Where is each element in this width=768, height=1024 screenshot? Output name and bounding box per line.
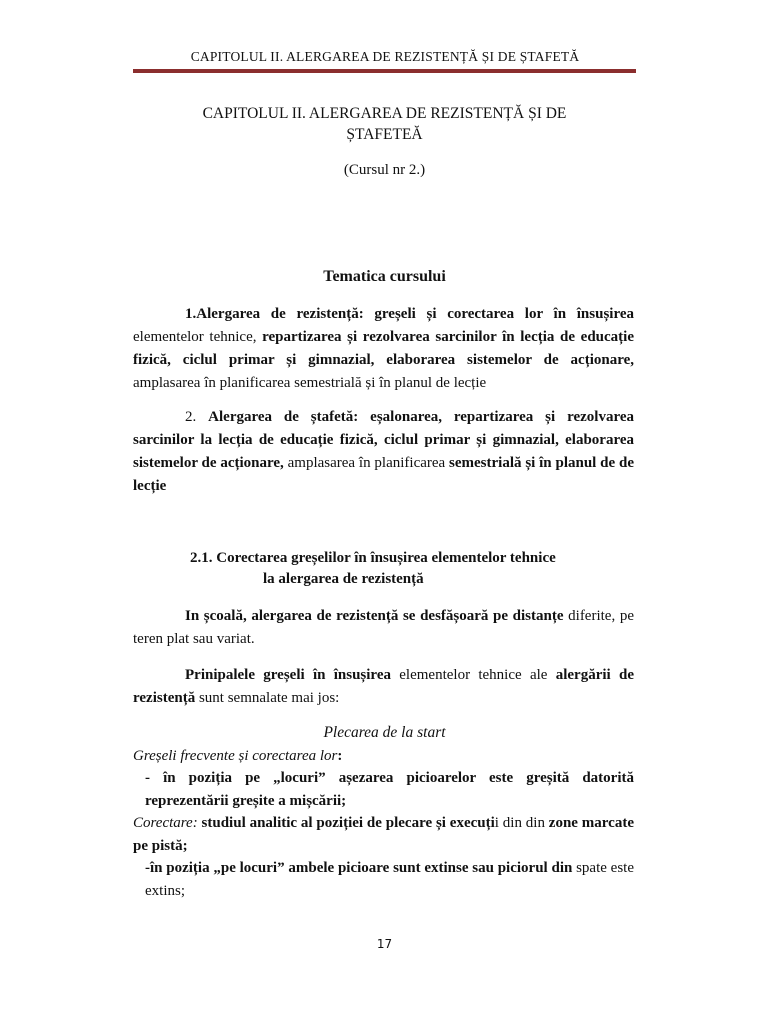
item2-bold-b: Alergarea de ștafetă: eșalonarea, repartizarea și rezolvarea sarcinilor la lecția de educație fizică, ciclul primar și gimnazial, elaborarea sistemelor de acționare, bbox=[133, 409, 635, 471]
plecarea-heading: Plecarea de la start bbox=[323, 724, 446, 741]
correction-label: Corectare: bbox=[133, 815, 198, 831]
error-2 bbox=[133, 857, 634, 902]
tematica-item-1 bbox=[133, 303, 634, 395]
errors-label-colon: : bbox=[337, 748, 343, 764]
para2-normal-d: sunt semnalate mai jos: bbox=[195, 690, 340, 706]
error-1: - în poziția pe „locuri” așezarea picioarelor este greșită datorită reprezentării greșite a mișcării; bbox=[145, 770, 634, 809]
page-title bbox=[133, 103, 636, 145]
running-header: CAPITOLUL II. ALERGAREA DE REZISTENȚĂ ȘI DE ȘTAFETĂ bbox=[190, 49, 580, 64]
item2-normal-c: amplasarea în planificarea bbox=[283, 455, 450, 471]
page-title-line-1: CAPITOLUL II. ALERGAREA DE REZISTENȚĂ ȘI DE bbox=[202, 105, 567, 122]
para1-normal-b: diferite, pe teren plat sau variat. bbox=[133, 608, 634, 647]
section-2-1-paragraph-1 bbox=[133, 605, 634, 651]
item1-normal-b: elementelor tehnice, bbox=[133, 329, 263, 345]
section-2-1-heading-line-2: la alergarea de rezistență bbox=[263, 571, 424, 587]
item2-bold-d: semestrială și în planul de de lecție bbox=[133, 455, 634, 494]
section-2-1-paragraph-2 bbox=[133, 664, 634, 710]
para2-bold-a: Prinipalele greșeli în însușirea bbox=[185, 667, 391, 683]
correction-1-bold-a: studiul analitic al poziției de plecare și execuți bbox=[197, 815, 495, 831]
correction-1 bbox=[133, 812, 634, 857]
errors-label bbox=[133, 745, 634, 768]
section-2-1-heading-line-1: 2.1. Corectarea greșelilor în însușirea elementelor tehnice bbox=[190, 550, 556, 566]
section-2-1-heading bbox=[133, 548, 636, 590]
page-number: 17 bbox=[376, 937, 393, 951]
tematica-heading: Tematica cursului bbox=[323, 268, 446, 285]
header-rule bbox=[133, 69, 636, 73]
item1-bold-c: repartizarea și rezolvarea sarcinilor în lecția de educație fizică, ciclul primar și gimnazial, elaborarea sistemelor de acționare, bbox=[133, 329, 634, 368]
page-title-line-2: ȘTAFETEĂ bbox=[346, 126, 423, 143]
correction-1-normal-b: i din din bbox=[494, 815, 545, 831]
tematica-item-2 bbox=[133, 406, 634, 498]
error-2-normal-b: spate este extins; bbox=[145, 860, 634, 899]
error-2-bold-a: -în poziția „pe locuri” ambele picioare sunt extinse sau piciorul din bbox=[145, 860, 573, 876]
item2-normal-a: 2. bbox=[185, 409, 209, 425]
para1-bold-a: In școală, alergarea de rezistență se desfășoară pe distanțe bbox=[185, 608, 564, 624]
item1-bold-a: 1.Alergarea de rezistență: greșeli și corectarea lor în însușirea bbox=[185, 306, 634, 322]
errors-label-text: Greșeli frecvente și corectarea lor bbox=[133, 748, 338, 764]
correction-1-bold-c: zone marcate pe pistă; bbox=[133, 815, 634, 854]
para2-normal-b: elementelor tehnice ale bbox=[390, 667, 556, 683]
course-subtitle: (Cursul nr 2.) bbox=[343, 162, 426, 178]
para2-bold-c: alergării de rezistență bbox=[133, 667, 634, 706]
item1-normal-d: amplasarea în planificarea semestrială și în planul de lecție bbox=[133, 375, 487, 391]
